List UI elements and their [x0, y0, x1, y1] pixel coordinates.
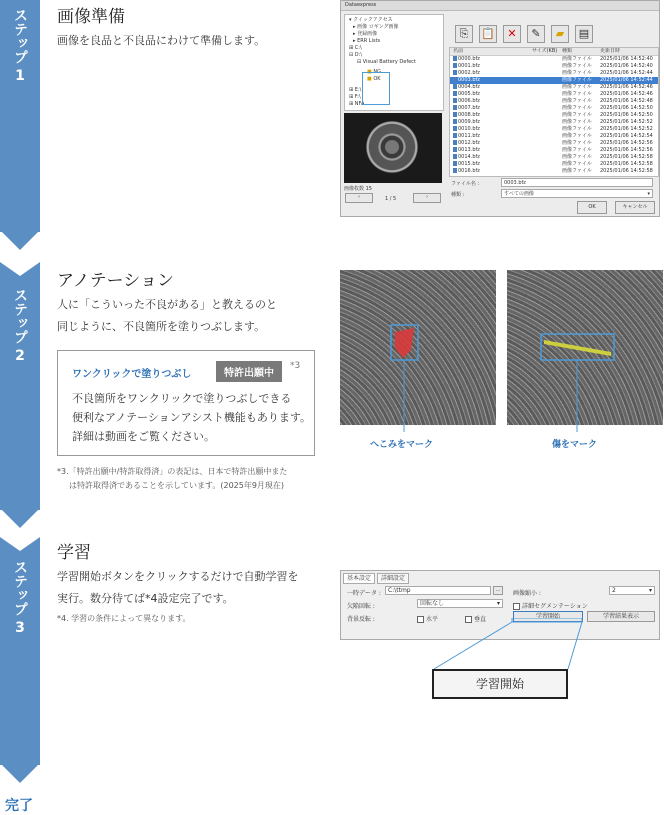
step3-arrow-tip: [0, 763, 40, 783]
step1-number: 1: [15, 68, 25, 84]
col-size[interactable]: サイズ(KB): [532, 48, 558, 54]
file-icon: [453, 140, 457, 145]
file-name: 0002.bfz: [458, 70, 480, 76]
battery-disc-image: [366, 121, 418, 173]
tab-detail-settings[interactable]: 詳細設定: [377, 573, 409, 584]
file-date: 2025/01/06 14:52:54: [600, 133, 653, 139]
defect-rotation-select[interactable]: 回転なし ▾: [417, 599, 503, 608]
folder-tree[interactable]: [344, 14, 444, 111]
footnote-line: は特許取得済であることを示しています。(2025年9月現在): [69, 481, 285, 490]
step2-body-line: 人に「こういった不良がある」と教えるのと: [57, 298, 277, 311]
scratch-caption: 傷をマーク: [552, 440, 598, 450]
file-row[interactable]: [450, 112, 658, 119]
cancel-button[interactable]: キャンセル: [615, 201, 655, 214]
step2-label: ステップ: [12, 288, 28, 344]
step3-body-line: 学習開始ボタンをクリックするだけで自動学習を: [57, 570, 299, 583]
footnote-ref: *3: [290, 361, 301, 371]
file-list-header: [450, 48, 658, 56]
step1-title: 画像準備: [57, 7, 125, 27]
file-icon: [453, 112, 457, 117]
next-page-button[interactable]: ›: [413, 193, 441, 203]
tree-item[interactable]: ⊞ NFA: [349, 101, 365, 107]
file-date: 2025/01/06 14:52:40: [600, 63, 653, 69]
tree-item[interactable]: ⊟ D:\: [349, 52, 363, 58]
bg-reverse-label: 背景反転 :: [347, 616, 375, 623]
dent-caption: へこみをマーク: [370, 440, 434, 450]
file-date: 2025/01/06 14:52:56: [600, 147, 653, 153]
feature-box: [57, 350, 315, 456]
file-icon: [453, 70, 457, 75]
file-date: 2025/01/06 14:52:52: [600, 126, 653, 132]
file-type: 画像ファイル: [562, 56, 592, 62]
col-name[interactable]: 名前: [453, 48, 464, 54]
file-type: 画像ファイル: [562, 63, 592, 69]
start-learning-button[interactable]: 学習開始: [513, 611, 583, 622]
step2-notch: [0, 262, 40, 276]
step1-label: ステップ: [12, 8, 28, 64]
prev-page-button[interactable]: ‹: [345, 193, 373, 203]
file-row[interactable]: [450, 147, 658, 154]
filename-label: ファイル名 :: [451, 181, 480, 187]
feature-line: 詳細は動画をご覧ください。: [72, 430, 215, 443]
file-row[interactable]: [450, 98, 658, 105]
horizontal-label: 水平: [426, 616, 439, 623]
step3-body: [57, 566, 299, 610]
file-name: 0015.bfz: [458, 161, 480, 167]
file-name: 0014.bfz: [458, 154, 480, 160]
step2-title: アノテーション: [57, 271, 174, 291]
file-icon: [453, 133, 457, 138]
file-date: 2025/01/06 14:52:46: [600, 91, 653, 97]
tree-item-ok[interactable]: ■ OK: [367, 76, 381, 82]
file-type: 画像ファイル: [562, 119, 592, 125]
done-label: 完了: [5, 798, 33, 814]
file-type: 画像ファイル: [562, 147, 592, 153]
tree-item[interactable]: ⊞ C:\: [349, 45, 362, 51]
file-name: 0005.bfz: [458, 91, 480, 97]
step2-number: 2: [15, 348, 25, 364]
new-folder-icon[interactable]: ▰: [551, 25, 569, 43]
file-type: 画像ファイル: [562, 77, 592, 83]
file-row[interactable]: [450, 126, 658, 133]
tree-item[interactable]: ▸ ERR Lists: [353, 38, 381, 44]
delete-icon[interactable]: ✕: [503, 25, 521, 43]
file-icon: [453, 91, 457, 96]
tab-basic-settings[interactable]: 基本設定: [343, 573, 375, 584]
file-row[interactable]: [450, 77, 658, 84]
file-row[interactable]: [450, 119, 658, 126]
file-name: 0012.bfz: [458, 140, 480, 146]
file-name: 0006.bfz: [458, 98, 480, 104]
file-name: 0001.bfz: [458, 63, 480, 69]
image-preview: [344, 113, 442, 183]
file-icon: [453, 98, 457, 103]
image-reduce-select[interactable]: 2 ▾: [609, 586, 655, 595]
file-type: 画像ファイル: [562, 133, 592, 139]
tree-item[interactable]: ▸ 登録画像: [353, 31, 378, 37]
file-row[interactable]: [450, 63, 658, 70]
file-date: 2025/01/06 14:52:52: [600, 119, 653, 125]
file-list[interactable]: [449, 47, 659, 177]
file-type: 画像ファイル: [562, 161, 592, 167]
file-type: 画像ファイル: [562, 105, 592, 111]
step1-arrow-tip: [0, 230, 40, 250]
window-titlebar: Dataexpress: [341, 1, 659, 11]
file-date: 2025/01/06 14:52:50: [600, 112, 653, 118]
image-count: 画像枚数 15: [344, 186, 372, 192]
type-select[interactable]: すべての画像 ▾: [501, 189, 653, 198]
file-rows: [450, 56, 658, 175]
col-date[interactable]: 更新日時: [600, 48, 621, 54]
detail-seg-checkbox[interactable]: [513, 601, 588, 610]
file-icon: [453, 119, 457, 124]
copy-icon[interactable]: ⎘: [455, 25, 473, 43]
file-icon: [453, 154, 457, 159]
filename-input[interactable]: 0003.bfz: [501, 178, 653, 187]
step1-body: [57, 30, 265, 52]
file-date: 2025/01/06 14:52:58: [600, 168, 653, 174]
file-row[interactable]: [450, 161, 658, 168]
file-icon: [453, 161, 457, 166]
file-type: 画像ファイル: [562, 168, 592, 174]
feature-heading: ワンクリックで塗りつぶし: [72, 369, 192, 380]
file-name: 0016.bfz: [458, 168, 480, 174]
file-icon: [453, 84, 457, 89]
file-date: 2025/01/06 14:52:58: [600, 154, 653, 160]
feature-text: [72, 389, 311, 446]
step3-body-line: 実行。数分待てば*4設定完了です。: [57, 592, 234, 605]
type-select-value: すべての画像: [504, 191, 534, 197]
file-icon: [453, 147, 457, 152]
step2-body: [57, 294, 277, 338]
tree-item[interactable]: ▾ クイックアクセス: [349, 17, 393, 23]
toolbar: [449, 25, 659, 45]
file-date: 2025/01/06 14:52:50: [600, 105, 653, 111]
col-type[interactable]: 種類: [562, 48, 573, 54]
tree-item[interactable]: ▸ 画像 ロギング画像: [353, 24, 399, 30]
file-row[interactable]: [450, 140, 658, 147]
step3-label: ステップ: [12, 560, 28, 616]
file-date: 2025/01/06 14:52:58: [600, 161, 653, 167]
file-icon: [453, 126, 457, 131]
tree-item[interactable]: ⊞ F:\: [349, 94, 361, 100]
file-type: 画像ファイル: [562, 84, 592, 90]
vertical-label: 垂直: [474, 616, 487, 623]
defect-rotation-label: 欠陥回転 :: [347, 603, 375, 610]
file-icon: [453, 63, 457, 68]
footnote-line: *3.「特許出願中/特許取得済」の表記は、日本で特許出願中また: [57, 467, 288, 476]
dent-callout-line: [340, 270, 496, 440]
file-row[interactable]: [450, 91, 658, 98]
file-row[interactable]: [450, 105, 658, 112]
page-indicator: 1 / 5: [385, 196, 397, 202]
file-type: 画像ファイル: [562, 140, 592, 146]
file-name: 0009.bfz: [458, 119, 480, 125]
image-reduce-value: 2: [612, 587, 616, 594]
file-row[interactable]: [450, 70, 658, 77]
file-row[interactable]: [450, 56, 658, 63]
edit-icon[interactable]: ✎: [527, 25, 545, 43]
file-date: 2025/01/06 14:52:40: [600, 56, 653, 62]
browse-button[interactable]: …: [493, 586, 503, 595]
file-type: 画像ファイル: [562, 154, 592, 160]
file-name: 0004.bfz: [458, 84, 480, 90]
step3-number: 3: [15, 620, 25, 636]
file-icon: [453, 77, 457, 82]
step2-arrow-tip: [0, 508, 40, 528]
file-name: 0011.bfz: [458, 133, 480, 139]
footnote-4: *4. 学習の条件によって異なります。: [57, 614, 191, 623]
file-date: 2025/01/06 14:52:44: [600, 70, 653, 76]
file-row[interactable]: [450, 168, 658, 175]
detail-seg-label: 詳細セグメンテーション: [522, 603, 588, 610]
file-type: 画像ファイル: [562, 126, 592, 132]
tree-item-ng[interactable]: ■ NG: [367, 69, 381, 75]
defect-rotation-value: 回転なし: [420, 600, 445, 607]
file-type: 画像ファイル: [562, 98, 592, 104]
file-date: 2025/01/06 14:52:48: [600, 98, 653, 104]
file-name: 0008.bfz: [458, 112, 480, 118]
file-date: 2025/01/06 14:52:56: [600, 140, 653, 146]
feature-line: 便利なアノテーションアシスト機能もあります。: [72, 411, 312, 424]
tree-item[interactable]: ⊟ Visual Battery Defect: [357, 59, 416, 65]
file-date: 2025/01/06 14:52:44: [600, 77, 653, 83]
step2-body-line: 同じように、不良箇所を塗りつぶします。: [57, 320, 266, 333]
file-type: 画像ファイル: [562, 112, 592, 118]
file-icon: [453, 56, 457, 61]
file-name: 0000.bfz: [458, 56, 480, 62]
feature-line: 不良箇所をワンクリックで塗りつぶしできる: [72, 392, 292, 405]
temp-data-label: 一時データ :: [347, 590, 381, 597]
file-row[interactable]: [450, 154, 658, 161]
step3-title: 学習: [57, 543, 91, 563]
scratch-callout-line: [507, 270, 663, 440]
show-results-button[interactable]: 学習結果表示: [587, 611, 655, 622]
patent-badge: 特許出願中: [216, 361, 282, 382]
file-type: 画像ファイル: [562, 91, 592, 97]
ok-button[interactable]: OK: [577, 201, 607, 214]
tree-item[interactable]: ⊞ E:\: [349, 87, 362, 93]
file-name: 0010.bfz: [458, 126, 480, 132]
image-reduce-label: 画像縮小 :: [513, 590, 541, 597]
footnote-3: [57, 465, 287, 493]
image-select-window: [340, 0, 660, 217]
temp-data-input[interactable]: C:\ttmp: [385, 586, 491, 595]
selection-highlight: [362, 72, 390, 105]
file-type: 画像ファイル: [562, 70, 592, 76]
start-learning-zoom-button[interactable]: 学習開始: [432, 669, 568, 699]
file-row[interactable]: [450, 133, 658, 140]
file-name: 0007.bfz: [458, 105, 480, 111]
file-date: 2025/01/06 14:52:46: [600, 84, 653, 90]
paste-icon[interactable]: 📋: [479, 25, 497, 43]
type-label: 種類 :: [451, 192, 465, 198]
file-row[interactable]: [450, 84, 658, 91]
file-icon: [453, 168, 457, 173]
step3-notch: [0, 537, 40, 551]
file-name: 0013.bfz: [458, 147, 480, 153]
view-icon[interactable]: ▤: [575, 25, 593, 43]
file-icon: [453, 105, 457, 110]
step1-body-line: 画像を良品と不良品にわけて準備します。: [57, 34, 266, 47]
file-name: 0003.bfz: [458, 77, 480, 83]
